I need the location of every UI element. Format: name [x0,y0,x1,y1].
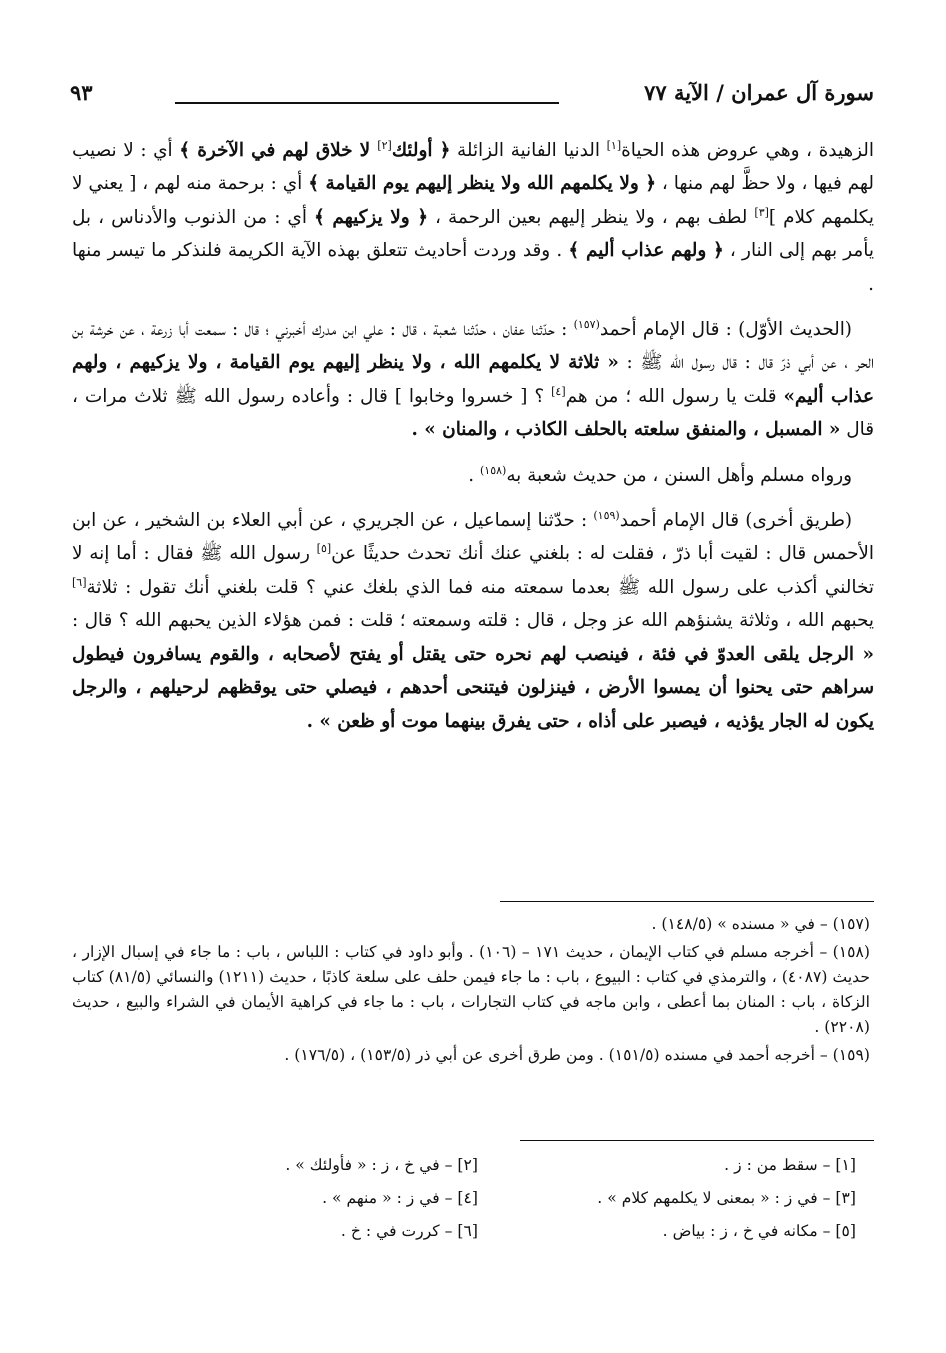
variant-ref: [٢] [377,138,392,152]
text-segment: أي : لا نصيب لهم فيها ، ولا حظَّ لهم منها ، [72,140,874,195]
main-text [72,134,874,750]
variant-note: [٤] – في ز : « منهم » . [322,1188,478,1207]
running-title: سورة آل عمران / الآية ٧٧ [644,80,874,105]
text-segment: ورواه مسلم وأهل السنن ، من حديث شعبة به [506,464,852,486]
header-rule [175,102,559,104]
variant-ref: [٥] [316,542,332,556]
hadith-quote: « ثلاثة لا يكلمهم الله ، ولا ينظر إليهم يوم القيامة ، ولا يزكيهم ، ولهم عذاب أليم» [72,352,874,407]
quran-quote: ﴿ ولهم عذاب أليم ﴾ [568,240,724,262]
text-segment: : حدّثنا إسماعيل ، عن الجريري ، عن أبي العلاء بن الشخير ، عن ابن الأحمس قال : لقيت أبا ذرّ ، فقلت له : بلغني عنك أنك تحدث حديثًا عن [72,510,874,565]
hadith-paragraph-2 [72,504,874,738]
text-segment: . وقد وردت أحاديث تتعلق بهذه الآية الكريمة فلنذكر ما تيسر منها . [72,240,874,295]
text-segment: الزهيدة ، وهي عروض هذه الحياة [621,140,874,161]
footnote-ref: (١٥٧) [573,317,600,331]
hadith-quote: « الرجل يلقى العدوّ في فئة ، فينصب لهم نحره حتى يقتل أو يفتح لأصحابه ، والقوم يسافرون فيطول سراهم حتى يحنوا أن يمسوا الأرض ، فينزلون فيتنحى أحدهم ، فيصلي حتى يوقظهم لرحيلهم ، والرجل يكون له الجار يؤذيه ، فيصبر على أذاه ، حتى يفرق بينهما موت أو ظعن » . [72,643,874,732]
footnote-separator [500,901,874,902]
variants-separator [520,1140,874,1141]
narration-paragraph [72,459,874,492]
text-segment: لطف بهم ، ولا ينظر إليهم بعين الرحمة ، [428,206,755,228]
variant-ref: [٦] [72,575,87,589]
hadith-paragraph-1 [72,313,874,447]
variant-ref: [٤] [551,384,566,398]
footnote-ref: (١٥٨) [479,463,507,477]
variant-note: [١] – سقط من : ز . [724,1155,856,1174]
variant-note: [٥] – مكانه في خ ، ز : بياض . [662,1221,856,1240]
quran-quote: لا خلاق لهم في الآخرة ﴾ [179,140,378,161]
text-segment: أي : برحمة منه لهم ، [ يعني لا يكلمهم كلام ] [72,173,874,228]
text-segment: أي : من الذنوب والأدناس ، بل يأمر بهم إلى النار ، [72,206,874,262]
variant-note: [٦] – كررت في : خ . [340,1221,478,1240]
variant-row [100,1214,856,1247]
text-segment: (الحديث الأوّل) : قال الإمام أحمد [599,319,852,341]
text-segment: يحبهم الله ، وثلاثة يشنؤهم الله عز وجل ، قال : قلته وسمعته ؛ قلت : فمن هؤلاء الذين يحبهم الله ؟ قال : [72,610,874,632]
quran-quote: ﴿ أولئك [391,140,451,161]
variant-ref: [١] [606,138,622,152]
text-segment: : حدّثنا عفان ، حدّثنا شعبة ، قال : علي ابن مدرك أخبرني ؛ قال : سمعت أبا زرعة ، عن خرشة بن الحر ، عن أبي ذرّ قال : قال رسول الله ﷺ : [72,319,874,374]
text-segment: قلت يا رسول الله ؛ من هم [565,385,784,407]
quran-quote: ﴿ ولا يزكيهم ﴾ [313,206,428,228]
footnote-item: (١٥٩) – أخرجه أحمد في مسنده (١٥١/٥) . ومن طرق أخرى عن أبي ذر (١٥٣/٥) ، (١٧٦/٥) . [284,1046,870,1064]
variant-row [100,1148,856,1181]
manuscript-variants [100,1148,856,1247]
variant-note: [٣] – في ز : « بمعنى لا يكلمهم كلام » . [597,1188,856,1207]
quran-quote: ﴿ ولا يكلمهم الله ولا ينظر إليهم يوم القيامة ﴾ [308,173,656,195]
footnote-ref: (١٥٩) [593,508,620,522]
footnotes [72,912,870,1071]
footnote-item: (١٥٨) – أخرجه مسلم في كتاب الإيمان ، حديث ١٧١ – (١٠٦) . وأبو داود في كتاب : اللباس ، باب : ما جاء في إسبال الإزار ، حديث (٤٠٨٧) ، والترمذي في كتاب : البيوع ، باب : ما جاء فيمن حلف على سلعة كاذبًا ، حديث (١٢١١) والنسائي (٨١/٥) كتاب الزكاة ، باب : المنان بما أعطى ، وابن ماجه في كتاب التجارات ، باب : ما جاء في كراهية الأيمان في الشراء والبيع ، حديث (٢٢٠٨) . [72,943,870,1036]
text-segment: . [468,464,480,486]
text-segment: (طريق أخرى) قال الإمام أحمد [619,510,853,532]
variant-ref: [٣] [754,205,769,219]
variant-note: [٢] – في خ ، ز : « فأولئك » . [285,1155,478,1174]
text-segment: رسول الله ﷺ فقال : أما إنه لا تخالني أكذب على رسول الله ﷺ بعدما سمعته منه فما الذي بلغك عني ؟ قلت بلغني أنك تقول : ثلاثة [72,543,874,598]
page-header [70,80,874,114]
text-segment: ؟ [ خسروا وخابوا ] قال : وأعاده رسول الله ﷺ ثلاث مرات ، قال [72,385,874,441]
footnote-item: (١٥٧) – في « مسنده » (١٤٨/٥) . [651,915,870,933]
page-number: ٩٣ [70,80,93,105]
text-segment: الدنيا الفانية الزائلة [450,140,607,161]
variant-row [100,1181,856,1214]
commentary-paragraph [72,134,874,301]
hadith-quote: « المسبل ، والمنفق سلعته بالحلف الكاذب ، والمنان » . [411,419,841,441]
